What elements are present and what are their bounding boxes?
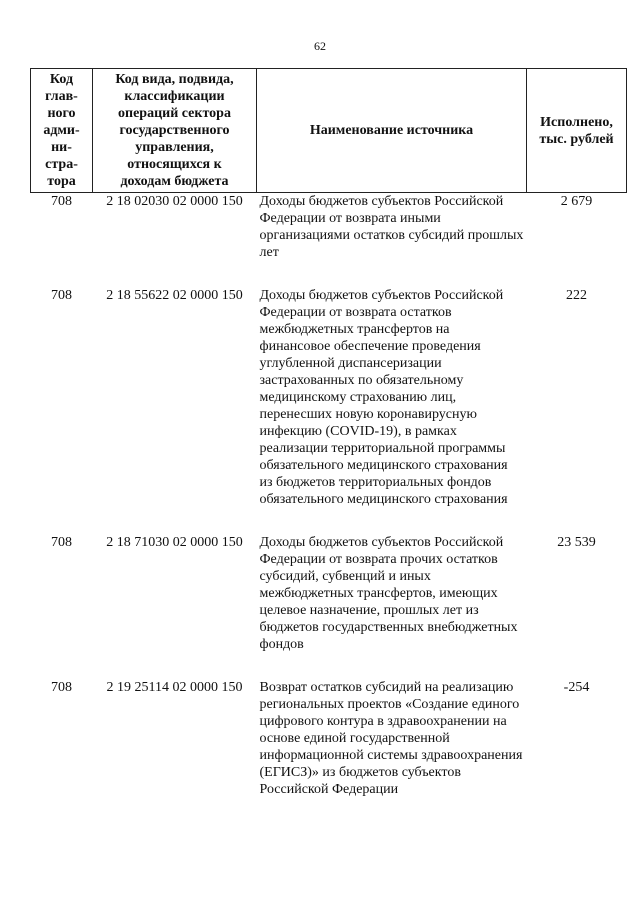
table-row: [31, 534, 627, 679]
header-line: ного: [47, 106, 76, 121]
amount-cell: 2 679: [560, 194, 593, 209]
header-line: относящихся к: [127, 157, 222, 172]
header-line: операций сектора: [118, 106, 231, 121]
admin-code-cell: 708: [51, 680, 72, 695]
source-name-cell: Доходы бюджетов субъектов Российской Федерации от возврата иными организациями остатков субсидий прошлых лет: [259, 194, 524, 260]
header-line: государственного: [119, 123, 230, 138]
header-line: управления,: [135, 140, 214, 155]
header-executed: [527, 69, 627, 193]
table-row: [31, 193, 627, 288]
header-line: доходам бюджета: [120, 174, 229, 189]
header-line: тора: [47, 174, 76, 189]
header-line: глав-: [45, 89, 78, 104]
header-line: Код: [49, 72, 74, 87]
classification-code-cell: 2 18 55622 02 0000 150: [106, 288, 243, 303]
classification-code-cell: 2 18 71030 02 0000 150: [106, 535, 243, 550]
admin-code-cell: 708: [51, 288, 72, 303]
header-source-name: Наименование источника: [257, 69, 527, 193]
table-header: [31, 69, 627, 193]
header-line: классификации: [124, 89, 225, 104]
table-body: [31, 193, 627, 825]
header-line: Исполнено,: [540, 114, 613, 130]
header-line: ни-: [51, 140, 72, 155]
header-line: стра-: [45, 157, 78, 172]
classification-code-cell: 2 19 25114 02 0000 150: [106, 680, 243, 695]
header-row: [31, 69, 627, 193]
table-row: [31, 679, 627, 824]
source-name-cell: Возврат остатков субсидий на реализацию региональных проектов «Создание единого цифрового контура в здравоохранении на основе единой государственной информационной системы здравоохранения (ЕГИСЗ)» из бюджетов субъектов Российской Федерации: [259, 680, 523, 797]
revenue-sources-table: [30, 68, 627, 824]
source-name-cell: Доходы бюджетов субъектов Российской Федерации от возврата остатков межбюджетных трансфертов на финансовое обеспечение проведения углубленной диспансеризации застрахованных по обязательному медицинскому страхованию лиц, перенесших новую коронавирусную инфекцию (COVID-19), в рамках реализации территориальной программы обязательного медицинского страхования из бюджетов территориальных фондов обязательного медицинского страхования: [259, 288, 508, 507]
table-row: [31, 287, 627, 534]
amount-cell: 222: [566, 288, 587, 303]
header-line: тыс. рублей: [539, 131, 614, 147]
source-name-cell: Доходы бюджетов субъектов Российской Федерации от возврата прочих остатков субсидий, субвенций и иных межбюджетных трансфертов, имеющих целевое назначение, прошлых лет из бюджетов государственных внебюджетных фондов: [259, 535, 518, 652]
amount-cell: 23 539: [557, 535, 596, 550]
page-number: 62: [314, 39, 326, 53]
header-line: Код вида, подвида,: [115, 72, 234, 87]
admin-code-cell: 708: [51, 194, 72, 209]
header-admin-code: [31, 69, 93, 193]
classification-code-cell: 2 18 02030 02 0000 150: [106, 194, 243, 209]
header-line: адми-: [43, 123, 80, 138]
admin-code-cell: 708: [51, 535, 72, 550]
header-type-code: [93, 69, 257, 193]
amount-cell: -254: [563, 680, 590, 695]
